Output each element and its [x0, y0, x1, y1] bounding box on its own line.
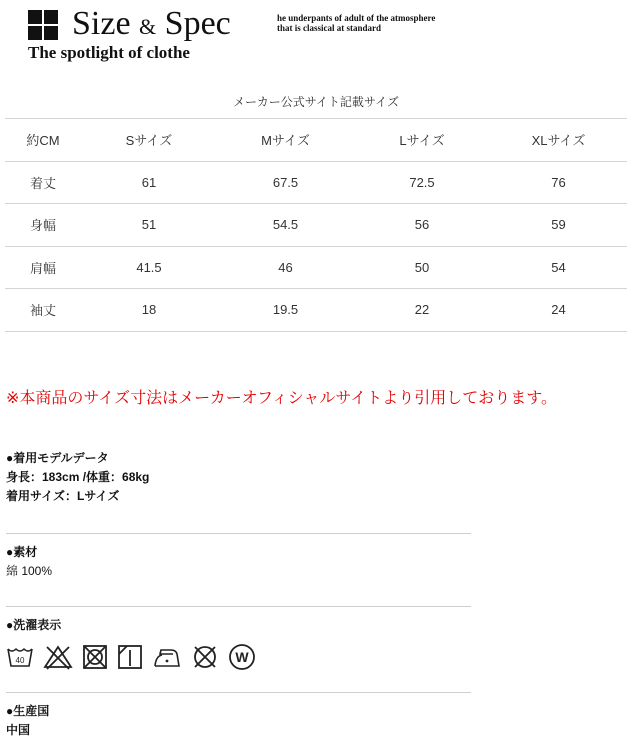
section-divider: [6, 692, 471, 693]
no-tumble-dry-icon: [82, 644, 108, 670]
table-cell: 56: [354, 204, 490, 247]
table-row: [5, 289, 627, 332]
table-row: [5, 204, 627, 247]
care-heading: ●洗濯表示: [6, 618, 62, 632]
table-cell: 67.5: [217, 161, 354, 204]
tagline: [277, 13, 435, 33]
row-label: 着丈: [5, 161, 81, 204]
model-data-section: [6, 449, 149, 506]
logo-title-word-1: Size: [72, 5, 131, 42]
logo-title: [72, 2, 231, 49]
no-bleach-icon: [43, 644, 73, 670]
model-size: 着用サイズ：Lサイズ: [6, 489, 120, 503]
origin-value: 中国: [6, 723, 31, 737]
wash-temperature: 40: [15, 656, 25, 665]
no-dry-clean-icon: [191, 643, 219, 671]
origin-heading: ●生産国: [6, 704, 50, 718]
table-cell: 59: [490, 204, 627, 247]
model-measurements: 身長：183cm /体重：68kg: [6, 470, 150, 484]
table-header-row: [5, 119, 627, 162]
column-header: XLサイズ: [490, 119, 627, 162]
logo-title-word-2: Spec: [164, 5, 231, 42]
logo-title-amp: &: [139, 14, 157, 39]
table-cell: 76: [490, 161, 627, 204]
row-label: 袖丈: [5, 289, 81, 332]
size-source-notice: ※本商品のサイズ寸法はメーカーオフィシャルサイトより引用しております。: [6, 390, 558, 407]
table-cell: 50: [354, 246, 490, 289]
wet-clean-letter: W: [235, 649, 249, 665]
column-header: Sサイズ: [81, 119, 217, 162]
table-cell: 72.5: [354, 161, 490, 204]
tagline-line-1: he underpants of adult of the atmosphere: [277, 13, 436, 23]
table-cell: 51: [81, 204, 217, 247]
wash-40-icon: [6, 644, 34, 670]
tagline-line-2: that is classical at standard: [277, 23, 382, 33]
table-cell: 61: [81, 161, 217, 204]
size-table: [5, 118, 627, 332]
logo-subtitle: The spotlight of clothe: [28, 43, 190, 62]
row-label: 身幅: [5, 204, 81, 247]
table-cell: 22: [354, 289, 490, 332]
row-label: 肩幅: [5, 246, 81, 289]
model-data-heading: ●着用モデルデータ: [6, 451, 109, 465]
column-header: 約CM: [5, 119, 81, 162]
care-icons: [6, 640, 256, 674]
column-header: Lサイズ: [354, 119, 490, 162]
brand-header: [0, 0, 640, 70]
section-divider: [6, 533, 471, 534]
table-cell: 18: [81, 289, 217, 332]
size-table-caption: メーカー公式サイト記載サイズ: [233, 95, 399, 109]
column-header: Mサイズ: [217, 119, 354, 162]
table-cell: 19.5: [217, 289, 354, 332]
drip-dry-icon: [117, 644, 143, 670]
iron-low-icon: [152, 644, 182, 670]
section-divider: [6, 606, 471, 607]
table-cell: 46: [217, 246, 354, 289]
wet-clean-icon: [228, 643, 256, 671]
table-cell: 24: [490, 289, 627, 332]
table-row: [5, 161, 627, 204]
logo-mark-icon: [28, 10, 58, 40]
table-cell: 41.5: [81, 246, 217, 289]
table-cell: 54: [490, 246, 627, 289]
material-value: 綿 100%: [6, 564, 53, 578]
table-row: [5, 246, 627, 289]
material-heading: ●素材: [6, 545, 38, 559]
table-cell: 54.5: [217, 204, 354, 247]
origin-section: [6, 702, 49, 740]
material-section: [6, 543, 52, 581]
